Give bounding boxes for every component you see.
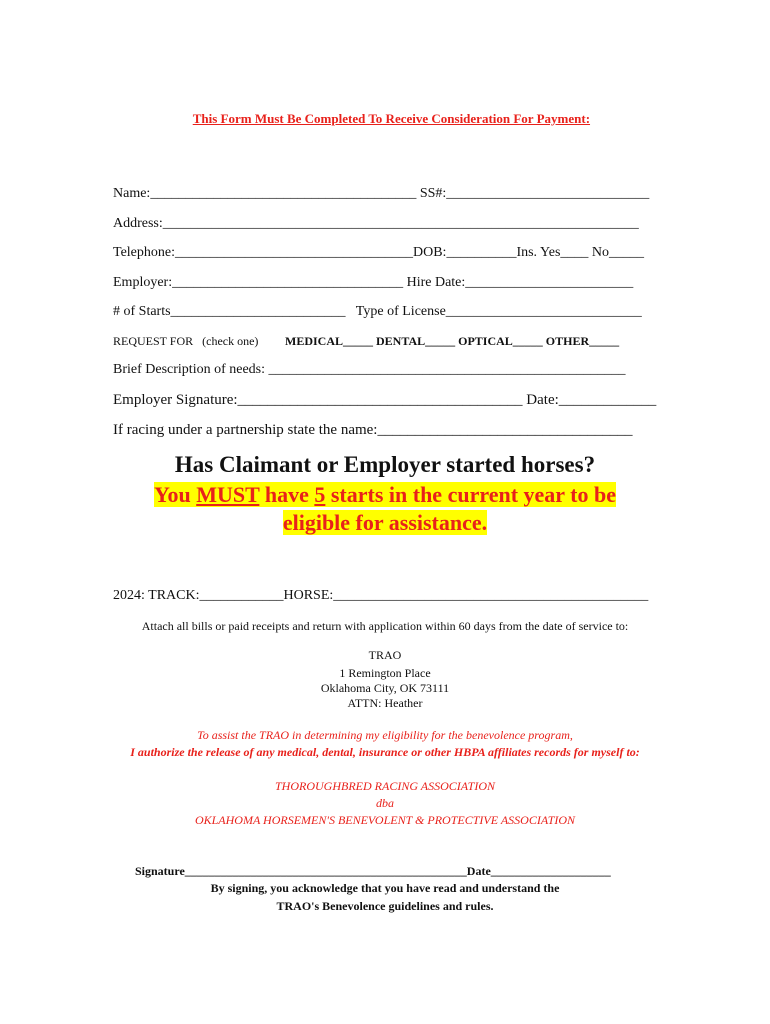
started-horses-heading: Has Claimant or Employer started horses? xyxy=(174,452,596,477)
address-city: Oklahoma City, OK 73111 xyxy=(320,681,450,695)
employer-hire-date-field[interactable]: Employer:_________________________________ Hire Date:________________________ xyxy=(113,275,634,290)
telephone-dob-field[interactable]: Telephone:__________________________________DOB:__________Ins. Yes____ No_____ xyxy=(113,245,645,260)
request-for-label: REQUEST FOR (check one) xyxy=(113,334,259,348)
address-street: 1 Remington Place xyxy=(339,666,431,680)
employer-signature-field[interactable]: Employer Signature:______________________________________ Date:_____________ xyxy=(113,392,657,408)
partnership-field[interactable]: If racing under a partnership state the name:__________________________________ xyxy=(113,422,633,438)
authorization-line-1: To assist the TRAO in determining my eligibility for the benevolence program, xyxy=(197,728,573,742)
signature-date-field[interactable]: Signature_______________________________________________Date____________________ xyxy=(135,864,611,878)
acknowledge-line-2: TRAO's Benevolence guidelines and rules. xyxy=(276,899,494,913)
address-field[interactable]: Address:____________________________________________________________________ xyxy=(113,216,639,231)
address-org: TRAO xyxy=(368,648,402,662)
association-dba: dba xyxy=(376,796,394,810)
eligible-highlight: eligible for assistance. xyxy=(282,510,488,535)
authorization-line-2: I authorize the release of any medical, dental, insurance or other HBPA affiliates records for myself to: xyxy=(130,745,640,759)
must-have-starts-highlight: You MUST have 5 starts in the current year to be xyxy=(154,482,616,507)
name-ssn-field[interactable]: Name:______________________________________ SS#:_____________________________ xyxy=(113,186,650,201)
description-field[interactable]: Brief Description of needs: ___________________________________________________ xyxy=(113,362,626,377)
acknowledge-line-1: By signing, you acknowledge that you have read and understand the xyxy=(210,881,560,895)
address-attn: ATTN: Heather xyxy=(347,696,423,710)
eligible-line xyxy=(0,510,770,536)
form-title: This Form Must Be Completed To Receive Consideration For Payment: xyxy=(192,111,591,126)
attach-instructions: Attach all bills or paid receipts and return with application within 60 days from the date of service to: xyxy=(141,619,629,633)
association-full-name: OKLAHOMA HORSEMEN'S BENEVOLENT & PROTECTIVE ASSOCIATION xyxy=(194,813,576,827)
association-name: THOROUGHBRED RACING ASSOCIATION xyxy=(275,779,495,793)
track-horse-field[interactable]: 2024: TRACK:____________HORSE:_____________________________________________ xyxy=(113,588,649,603)
must-have-starts-line xyxy=(0,482,770,508)
request-options[interactable]: MEDICAL_____ DENTAL_____ OPTICAL_____ OTHER_____ xyxy=(285,334,620,348)
starts-license-field[interactable]: # of Starts_________________________ Type of License____________________________ xyxy=(113,304,642,319)
